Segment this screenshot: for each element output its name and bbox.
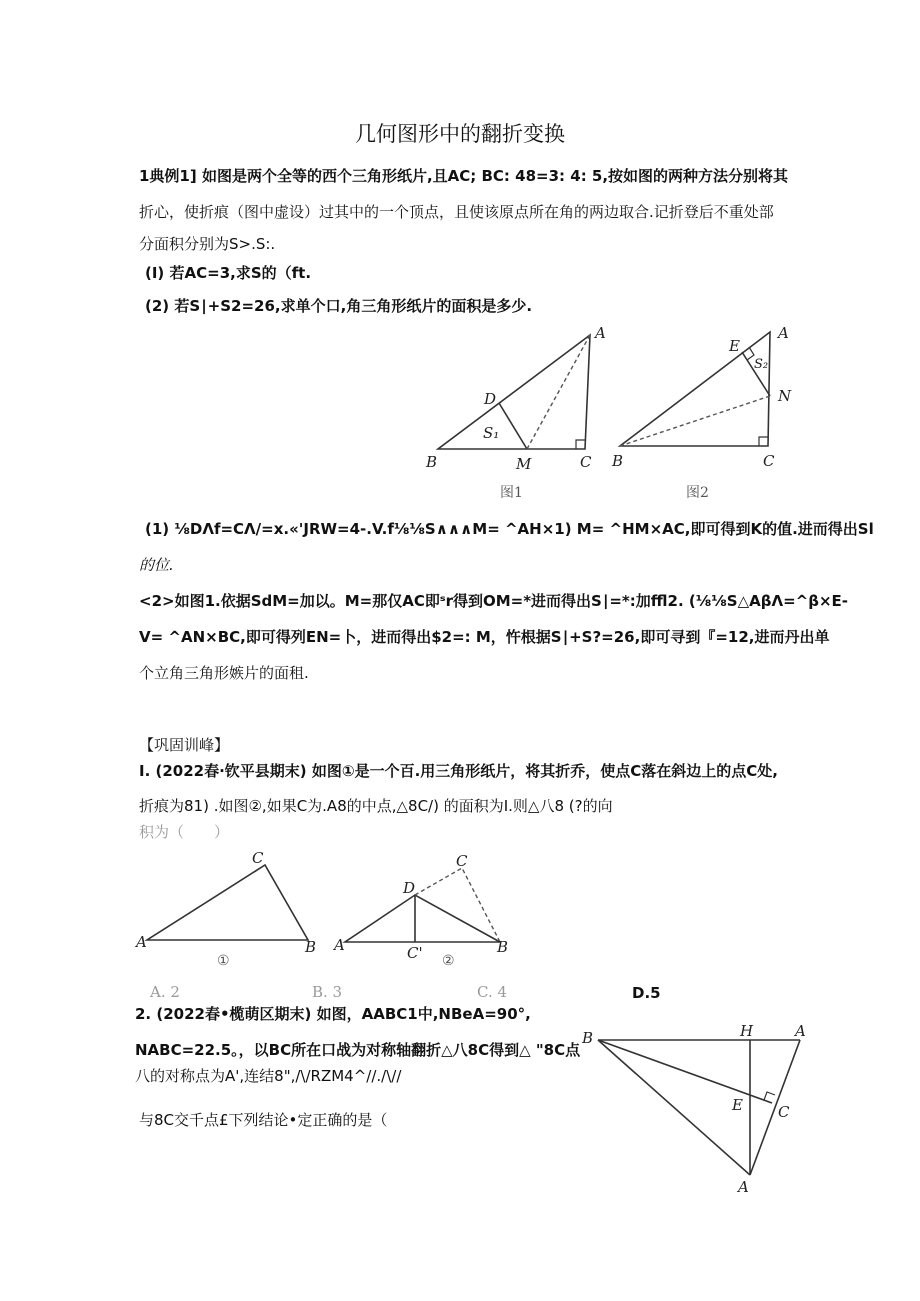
segment-ba-prime	[598, 1040, 750, 1175]
label-c: C	[252, 849, 264, 867]
practice-heading: 【巩固训峰】	[139, 736, 230, 754]
q2-line: NABC=22.5。，以BC所在口战为对称轴翻折△八8C得到△ "8C点	[135, 1041, 581, 1059]
q2-figure	[581, 1022, 806, 1196]
label-d: D	[484, 390, 497, 408]
solution-line: V= ^AN×BC,即可得列EN=卜，进而得出$2=: M，忤根据S∣+S?=26,即可寻到『=12,进而丹出单	[139, 628, 830, 646]
example-question-1: (I) 若AC=3,求S的（ft.	[145, 264, 312, 282]
solution-line: <2>如图1.依据SdM=加以。M=那仅AC即ˢr得到OM=*进而得出S∣=*:加ffl2. (⅛⅛S△AβΛ=^β×E-	[139, 592, 848, 610]
triangle	[438, 335, 590, 449]
label-c: C	[778, 1103, 790, 1121]
q1-figure-2	[332, 852, 508, 969]
figure-2	[611, 324, 792, 501]
figure-1	[425, 324, 606, 501]
q2-line: 八的对称点为A',连结8",/\/RZM4^//./\//	[135, 1067, 402, 1085]
example-line: 折心，使折痕（图中虚设）过其中的一个顶点，且使该原点所在角的两边取合.记折登后不重处部	[139, 203, 774, 221]
label-c-prime: C'	[407, 944, 423, 962]
fold-edge	[499, 403, 527, 449]
label-h: H	[740, 1022, 754, 1040]
label-e: E	[729, 337, 740, 355]
label-b: B	[497, 938, 509, 956]
example-line: 分面积分别为S>.S:.	[139, 235, 276, 253]
label-a: A	[334, 936, 345, 954]
label-c: C	[763, 452, 775, 470]
label-m: M	[516, 455, 532, 473]
q1-option-c: C. 4	[477, 983, 508, 1001]
label-n: N	[778, 387, 792, 405]
q2-line: 2. (2022春•榄萌区期末) 如图，AABC1中,NBeA=90°,	[135, 1005, 531, 1023]
label-b: B	[305, 938, 317, 956]
segment-bc	[598, 1040, 772, 1103]
label-b: B	[426, 453, 438, 471]
right-angle-mark	[576, 440, 585, 449]
q1-line: I. (2022春·钦平县期末) 如图①是一个百.用三角形纸片，将其折乔，使点C落在斜边上的点C处,	[139, 762, 778, 780]
solution-line: 的位.	[139, 556, 174, 574]
label-e: E	[732, 1096, 743, 1114]
q1-line: 折痕为81) .如图②,如果C为.A8的中点,△8C/) 的面积为I.则△八8 (?的向	[139, 797, 613, 815]
label-a-prime: A	[738, 1178, 749, 1196]
page-title: 几何图形中的翻折变换	[355, 122, 565, 146]
example-question-2: (2) 若S∣+S2=26,求单个口,角三角形纸片的面积是多少.	[145, 297, 533, 315]
fold-crease	[527, 335, 590, 449]
label-s1: S₁	[483, 424, 500, 442]
label-a: A	[778, 324, 789, 342]
example-line: 1典例1] 如图是两个全等的西个三角形纸片,且AC; BC: 48=3: 4: 5,按如图的两种方法分别将其	[139, 167, 789, 185]
fold-crease	[620, 396, 770, 446]
q1-option-b: B. 3	[312, 983, 343, 1001]
label-b: B	[582, 1029, 594, 1047]
label-a: A	[136, 933, 147, 951]
q1-option-a: A. 2	[150, 983, 180, 1001]
label-a: A	[595, 324, 606, 342]
q1-figure-1	[134, 849, 316, 969]
q1-tail: 积为（ ）	[139, 823, 230, 841]
label-c: C	[580, 453, 592, 471]
original-position	[415, 868, 500, 942]
figure-2-caption: 图2	[686, 485, 709, 501]
segment-aa-prime	[750, 1040, 800, 1175]
right-angle-mark	[764, 1092, 775, 1100]
label-d: D	[403, 879, 416, 897]
label-b: B	[612, 452, 624, 470]
q2-line: 与8C交千点£下列结论•定正确的是（	[139, 1111, 388, 1129]
figure-1-caption: 图1	[500, 485, 523, 501]
label-a: A	[795, 1022, 806, 1040]
q1-option-d: D.5	[632, 984, 661, 1002]
triangle	[147, 865, 308, 940]
figure-mark: ①	[217, 953, 230, 969]
label-c: C	[456, 852, 468, 870]
right-angle-mark	[759, 437, 768, 446]
solution-line: 个立角三角形嫉片的面租.	[139, 664, 309, 682]
label-s2: S₂	[754, 357, 769, 372]
triangle	[345, 895, 500, 942]
triangle	[620, 332, 770, 446]
figure-mark: ②	[442, 953, 455, 969]
solution-line: (1) ⅛DΛf=CΛ/=x.«'JRW=4-.V.f⅛⅛S∧∧∧M= ^AH×1) M= ^HM×AC,即可得到K的值.进而得出Sl	[145, 520, 874, 538]
